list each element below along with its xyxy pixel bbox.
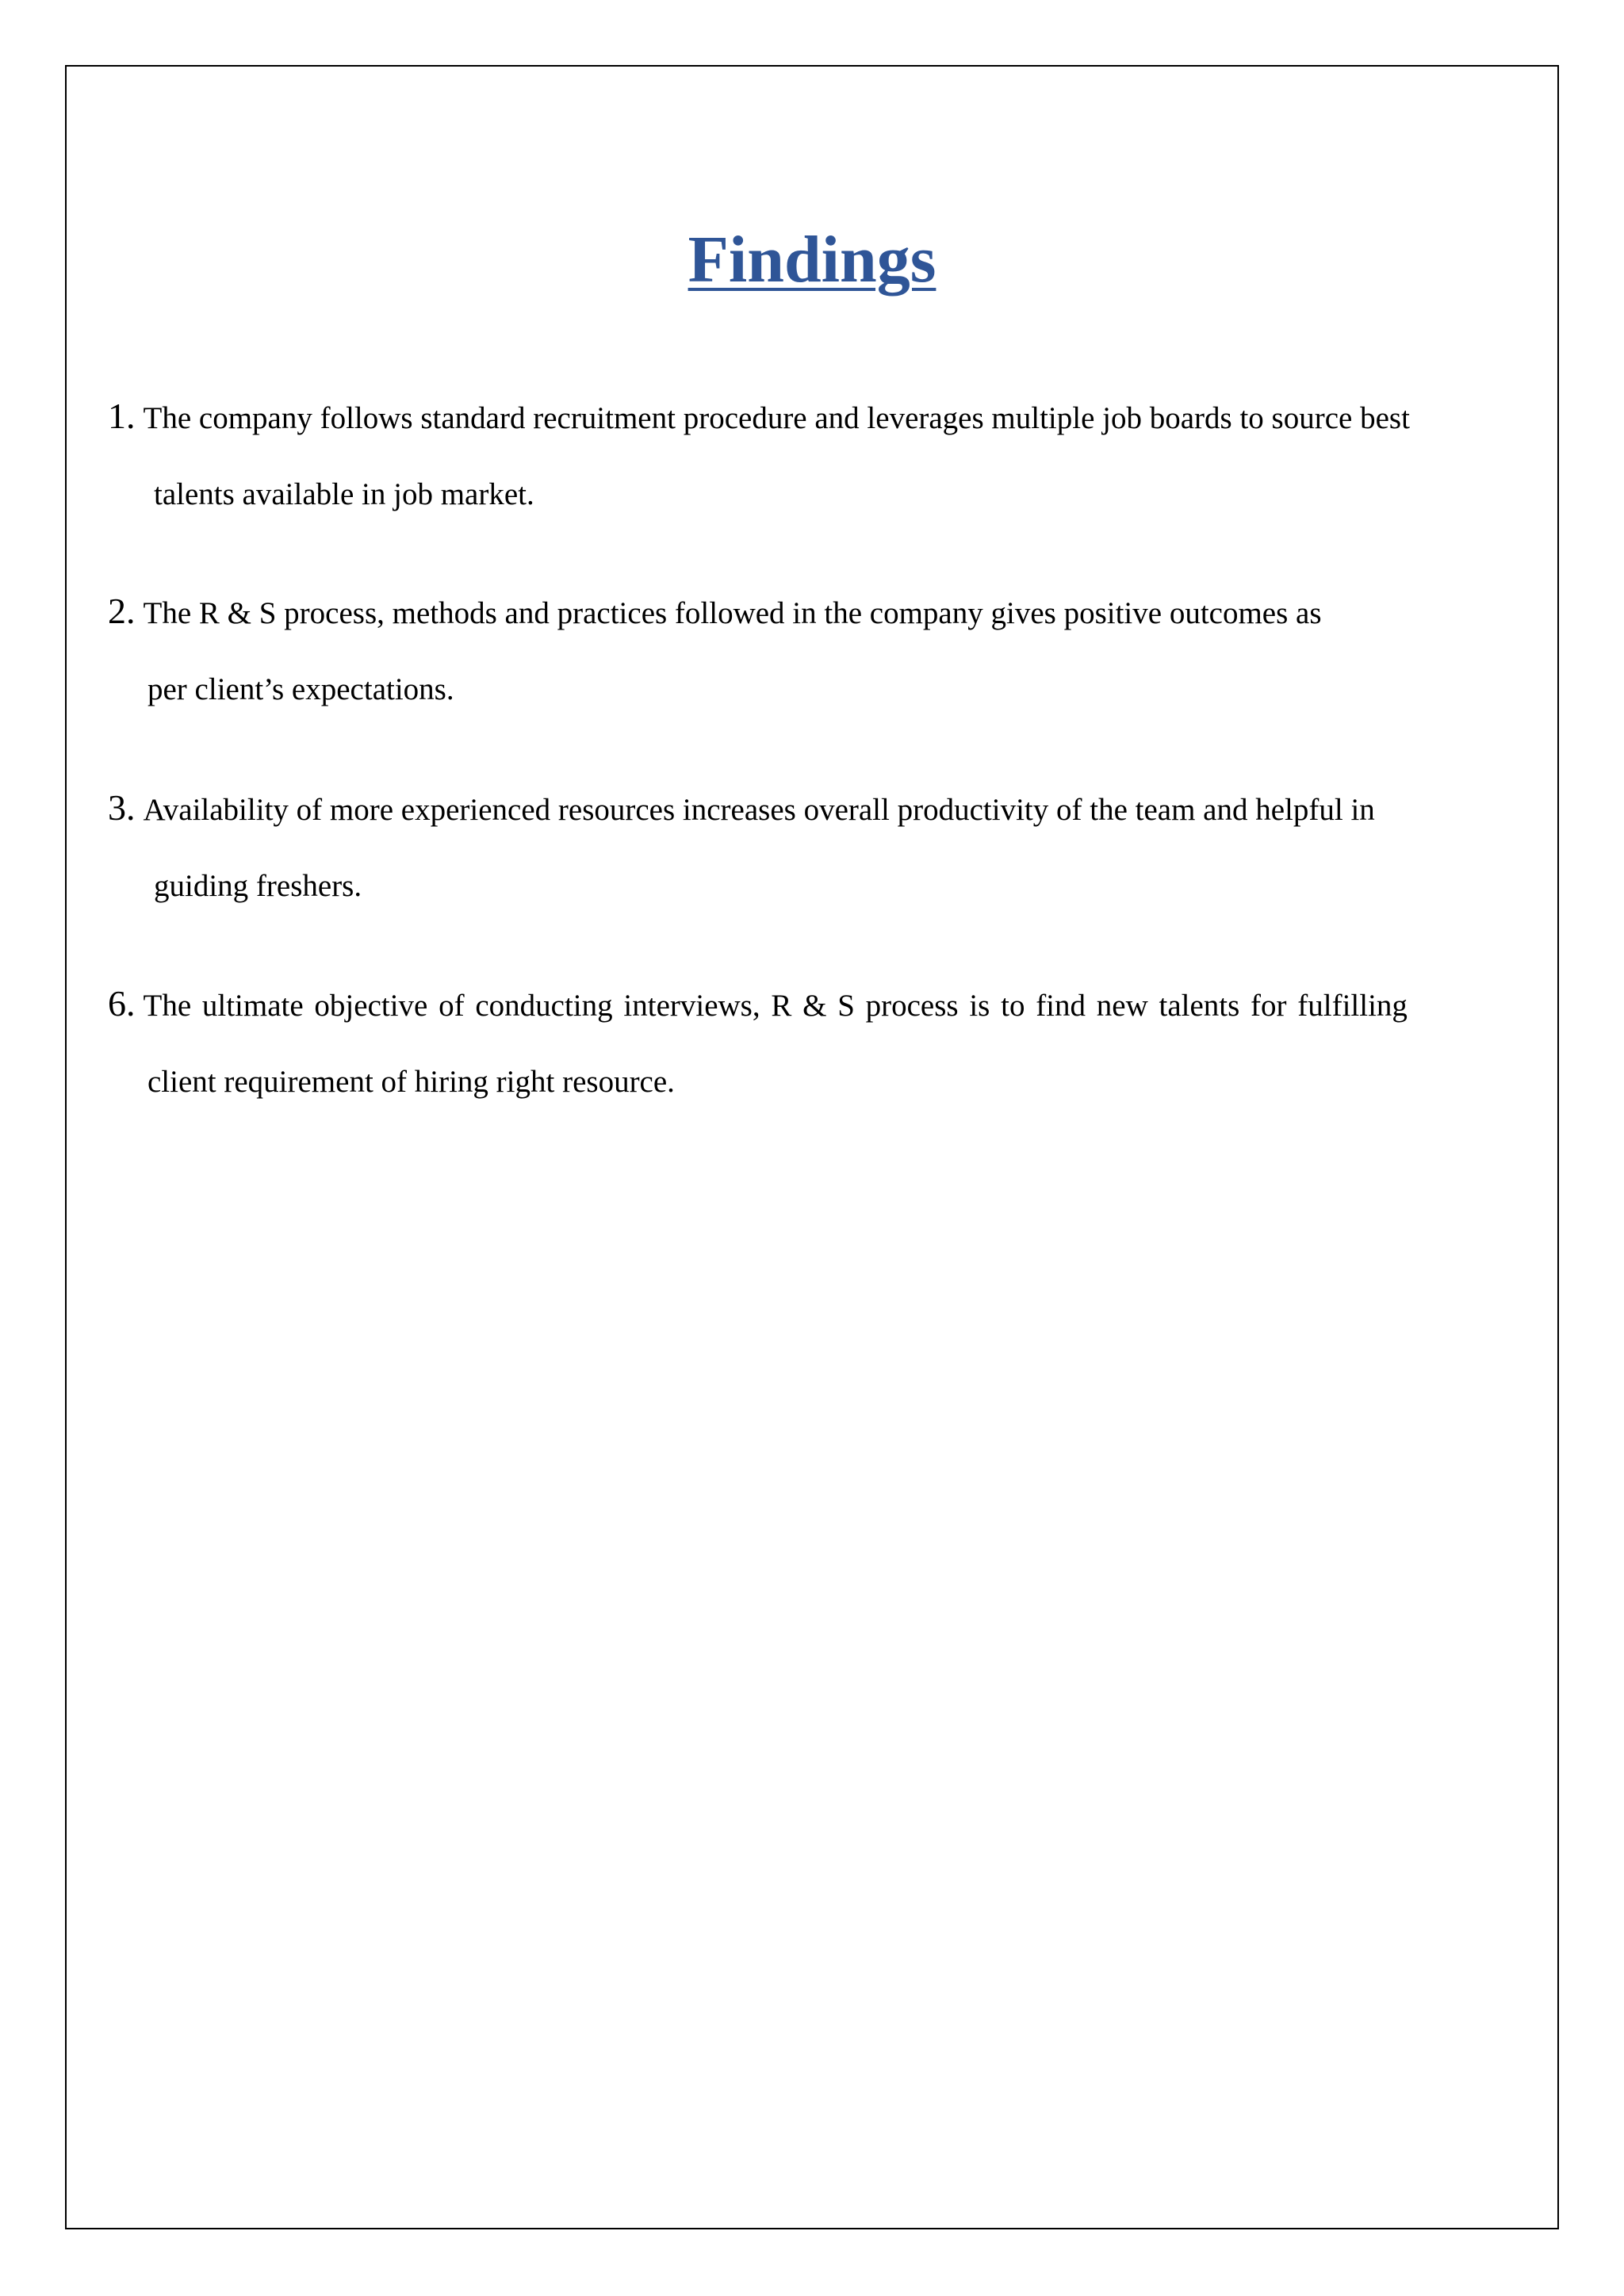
finding-item-6 [108,985,1503,1022]
finding-number: 2. [108,591,136,631]
page-border [65,65,1559,2229]
finding-number: 1. [108,396,136,436]
finding-text: The company follows standard recruitment procedure and leverages multiple job boards to source best [143,401,1410,435]
finding-text: The R & S process, methods and practices followed in the company gives positive outcomes as [143,596,1322,630]
finding-continuation-1: talents available in job market. [154,477,534,511]
page-title: Findings [688,223,936,297]
finding-continuation-6: client requirement of hiring right resource. [147,1065,675,1099]
finding-number: 3. [108,787,136,828]
finding-text: The ultimate objective of conducting interviews, R & S process is to find new talents for fulfilling [143,989,1408,1023]
finding-line-6 [108,985,1503,1022]
finding-continuation-3: guiding freshers. [154,869,362,903]
finding-line-3 [108,787,1503,828]
finding-continuation-2: per client’s expectations. [147,672,454,706]
finding-number: 6. [108,983,136,1024]
finding-line-2 [108,593,1503,629]
finding-item-2 [108,593,1503,629]
finding-item-3 [108,787,1503,828]
finding-line-1 [108,398,1503,434]
finding-item-1 [108,398,1503,434]
finding-text: Availability of more experienced resources increases overall productivity of the team and helpful in [143,793,1375,827]
